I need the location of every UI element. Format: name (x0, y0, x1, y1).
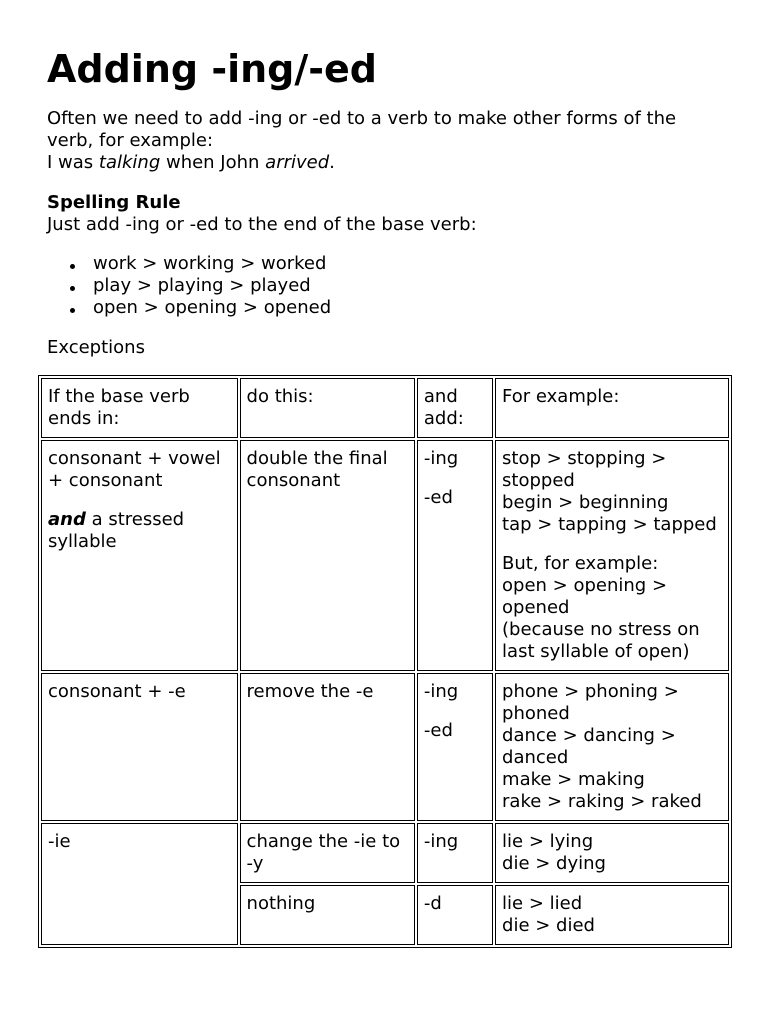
add-ing: -ing (423, 681, 459, 702)
cell-do-this: remove the -e (240, 673, 415, 821)
example-line: open > opening > opened (502, 575, 668, 618)
sentence-italic-arrived: arrived (265, 152, 330, 173)
cell-add (417, 440, 493, 671)
example-line: die > died (502, 915, 595, 936)
example-line: rake > raking > raked (502, 791, 702, 812)
cell-do-this: change the -ie to -y (240, 823, 415, 883)
example-line: lie > lying (502, 831, 594, 852)
header-for-example: For example: (495, 378, 729, 438)
and-emphasis: and (48, 509, 86, 530)
ends-in-stressed (48, 509, 231, 553)
add-ed: -ed (423, 487, 453, 508)
cell-ends-in: -ie (41, 823, 238, 945)
table-row (41, 673, 729, 821)
add-ed: -ed (423, 720, 453, 741)
stressed-syllable-text: a stressed syllable (48, 509, 185, 552)
cell-add (417, 673, 493, 821)
cell-examples (495, 440, 729, 671)
cell-examples (495, 885, 729, 945)
example-line: lie > lied (502, 893, 583, 914)
table-header-row (41, 378, 729, 438)
add-ing: -ing (423, 448, 459, 469)
example-line: dance > dancing > danced (502, 725, 676, 768)
example-line: phone > phoning > phoned (502, 681, 679, 724)
sentence-italic-talking: talking (98, 152, 161, 173)
spelling-rule-examples (47, 253, 331, 319)
list-item: open > opening > opened (93, 297, 332, 318)
table-row (41, 823, 729, 883)
sentence-prefix: I was (47, 152, 99, 173)
cell-examples (495, 823, 729, 883)
example-line: stop > stopping > stopped (502, 448, 667, 491)
ends-in-text: consonant + vowel + consonant (48, 448, 221, 491)
cell-do-this: nothing (240, 885, 415, 945)
cell-add: -ing (417, 823, 493, 883)
header-and-add: and add: (417, 378, 493, 438)
intro-paragraph (47, 108, 727, 174)
cell-add: -d (417, 885, 493, 945)
cell-ends-in (41, 440, 238, 671)
table-row (41, 440, 729, 671)
page-title: Adding -ing/-ed (47, 47, 377, 91)
sentence-end: . (329, 152, 335, 173)
cell-ends-in: consonant + -e (41, 673, 238, 821)
sentence-middle: when John (160, 152, 266, 173)
exceptions-table (38, 375, 732, 948)
example-line: make > making (502, 769, 645, 790)
spelling-rule-heading: Spelling Rule (47, 192, 181, 213)
spelling-rule-text: Just add -ing or -ed to the end of the base verb: (47, 214, 477, 235)
cell-do-this: double the final consonant (240, 440, 415, 671)
intro-example-sentence (47, 152, 727, 174)
but-label: But, for example: (502, 553, 659, 574)
list-item: work > working > worked (93, 253, 331, 275)
example-note: (because no stress on last syllable of open) (502, 619, 700, 662)
example-line: die > dying (502, 853, 606, 874)
example-line: begin > beginning (502, 492, 669, 513)
cell-examples (495, 673, 729, 821)
list-item: play > playing > played (93, 275, 331, 297)
header-ends-in: If the base verb ends in: (41, 378, 238, 438)
exceptions-label: Exceptions (47, 337, 145, 358)
example-line: tap > tapping > tapped (502, 514, 717, 535)
intro-line: Often we need to add -ing or -ed to a verb to make other forms of the verb, for example: (47, 108, 677, 151)
header-do-this: do this: (240, 378, 415, 438)
